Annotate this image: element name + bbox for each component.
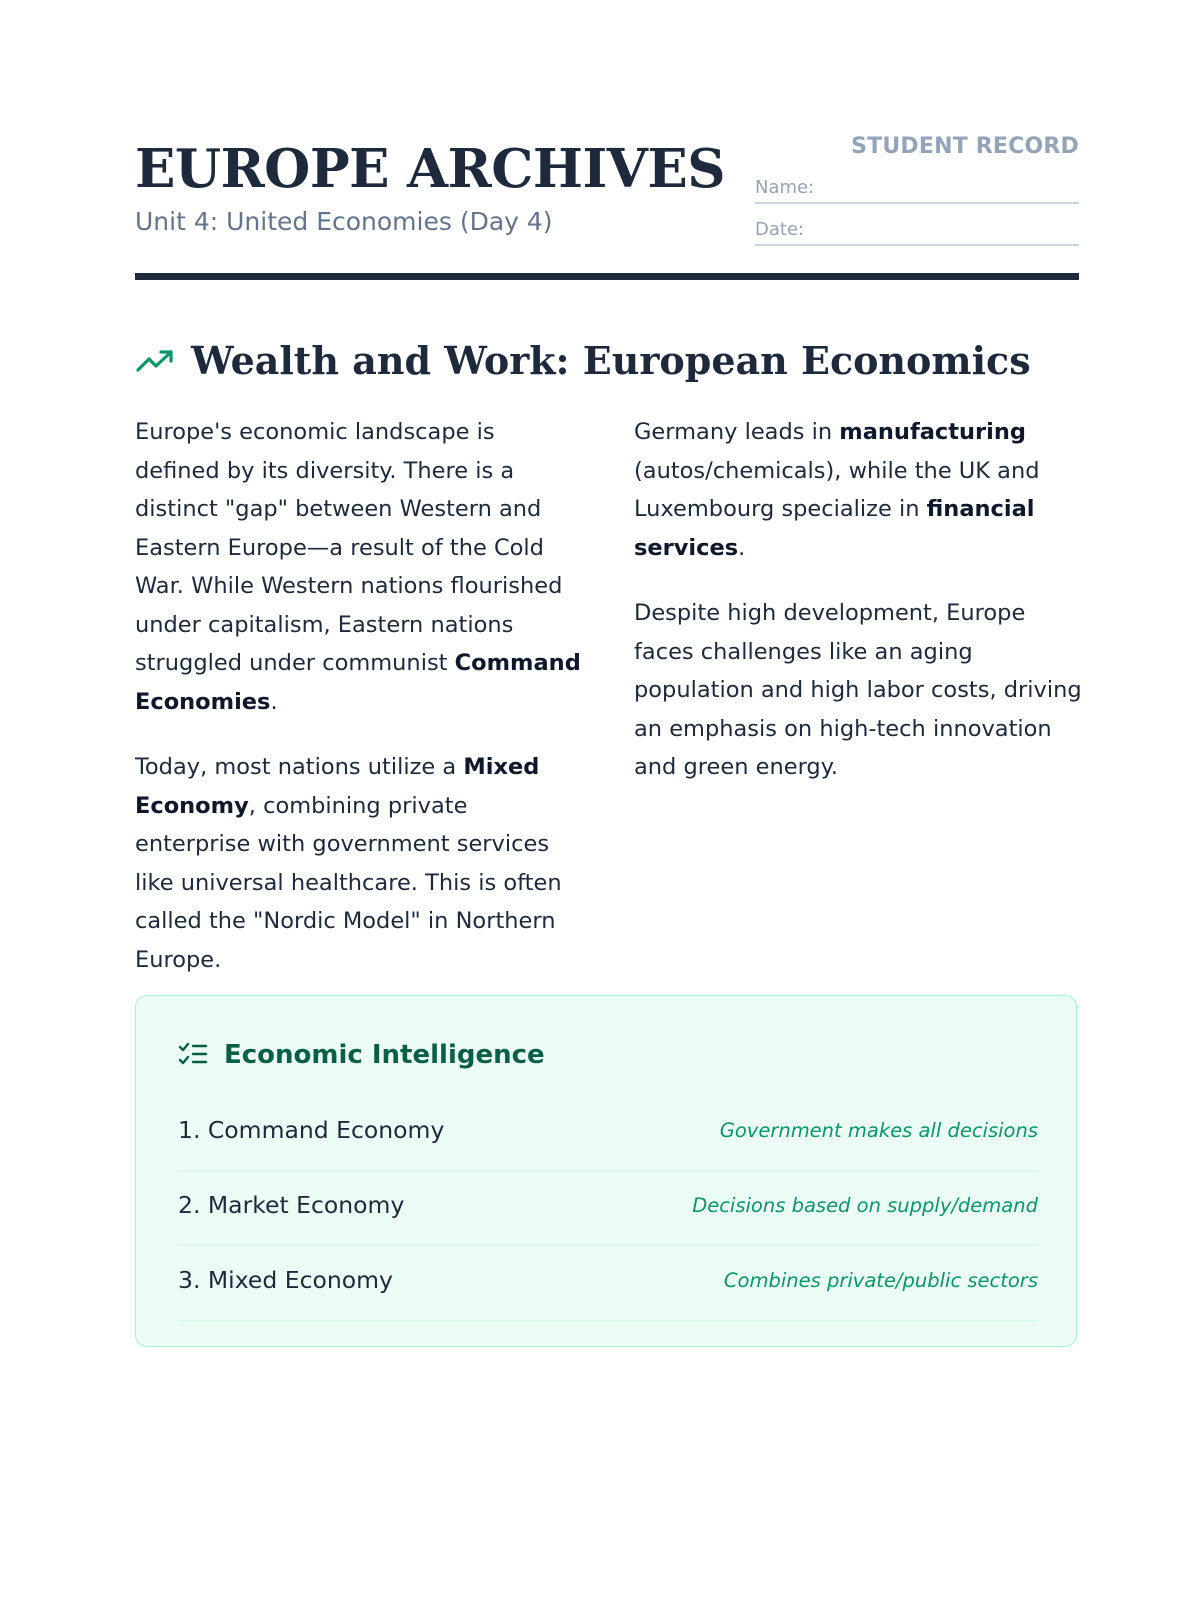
term-row bbox=[178, 1171, 1038, 1246]
name-field[interactable] bbox=[755, 174, 1079, 204]
body-paragraph bbox=[634, 413, 1082, 567]
term-name: 3. Mixed Economy bbox=[178, 1266, 393, 1294]
paragraph-text: Today, most nations utilize a bbox=[135, 754, 464, 780]
page-subtitle: Unit 4: United Economies (Day 4) bbox=[135, 207, 553, 236]
key-term: manufacturing bbox=[839, 419, 1026, 445]
term-definition: Combines private/public sectors bbox=[723, 1268, 1038, 1292]
page-header bbox=[135, 120, 1079, 280]
term-name: 2. Market Economy bbox=[178, 1191, 405, 1219]
paragraph-text: Despite high development, Europe faces challenges like an aging population and high labor costs, driving an emphasis on high-tech innovation and green energy. bbox=[634, 600, 1082, 780]
paragraph-text: Germany leads in bbox=[634, 419, 840, 445]
body-paragraph bbox=[634, 594, 1082, 787]
student-record bbox=[755, 132, 1079, 246]
body-paragraph bbox=[135, 413, 583, 721]
economic-intelligence-box bbox=[135, 995, 1077, 1347]
box-title: Economic Intelligence bbox=[224, 1040, 545, 1070]
term-row bbox=[178, 1096, 1038, 1171]
date-field[interactable] bbox=[755, 216, 1079, 246]
term-row bbox=[178, 1246, 1038, 1321]
section-title: Wealth and Work: European Economics bbox=[191, 338, 1031, 383]
paragraph-text: Europe's economic landscape is defined by its diversity. There is a distinct "gap" between Western and Eastern Europe—a result of the Cold War. While Western nations flourished under capitalism, Eastern nations struggled under communist bbox=[135, 419, 563, 676]
page-title: EUROPE ARCHIVES bbox=[135, 138, 726, 200]
date-label: Date: bbox=[755, 219, 805, 240]
term-definition: Decisions based on supply/demand bbox=[692, 1193, 1038, 1217]
key-term: Command Economies bbox=[135, 650, 581, 715]
paragraph-text: . bbox=[738, 534, 746, 561]
checklist-icon bbox=[178, 1042, 208, 1068]
term-definition: Government makes all decisions bbox=[719, 1118, 1038, 1142]
section-header bbox=[135, 333, 1031, 389]
box-header bbox=[178, 1038, 545, 1072]
text-column-left bbox=[135, 413, 583, 1006]
text-column-right bbox=[634, 413, 1082, 814]
student-record-title: STUDENT RECORD bbox=[851, 134, 1079, 159]
paragraph-text: . bbox=[270, 688, 278, 715]
key-term: Mixed Economy bbox=[135, 754, 540, 819]
body-paragraph bbox=[135, 748, 583, 979]
paragraph-text: (autos/chemicals), while the UK and Luxembourg specialize in bbox=[634, 457, 1040, 522]
name-label: Name: bbox=[755, 177, 815, 198]
paragraph-text: , combining private enterprise with government services like universal healthcare. This is often called the "Nordic Model" in Northern Europe. bbox=[135, 792, 562, 973]
terms-list bbox=[178, 1096, 1038, 1321]
trending-up-icon bbox=[135, 346, 175, 376]
key-term: financial services bbox=[634, 496, 1035, 561]
term-name: 1. Command Economy bbox=[178, 1116, 445, 1144]
header-divider bbox=[135, 273, 1079, 280]
